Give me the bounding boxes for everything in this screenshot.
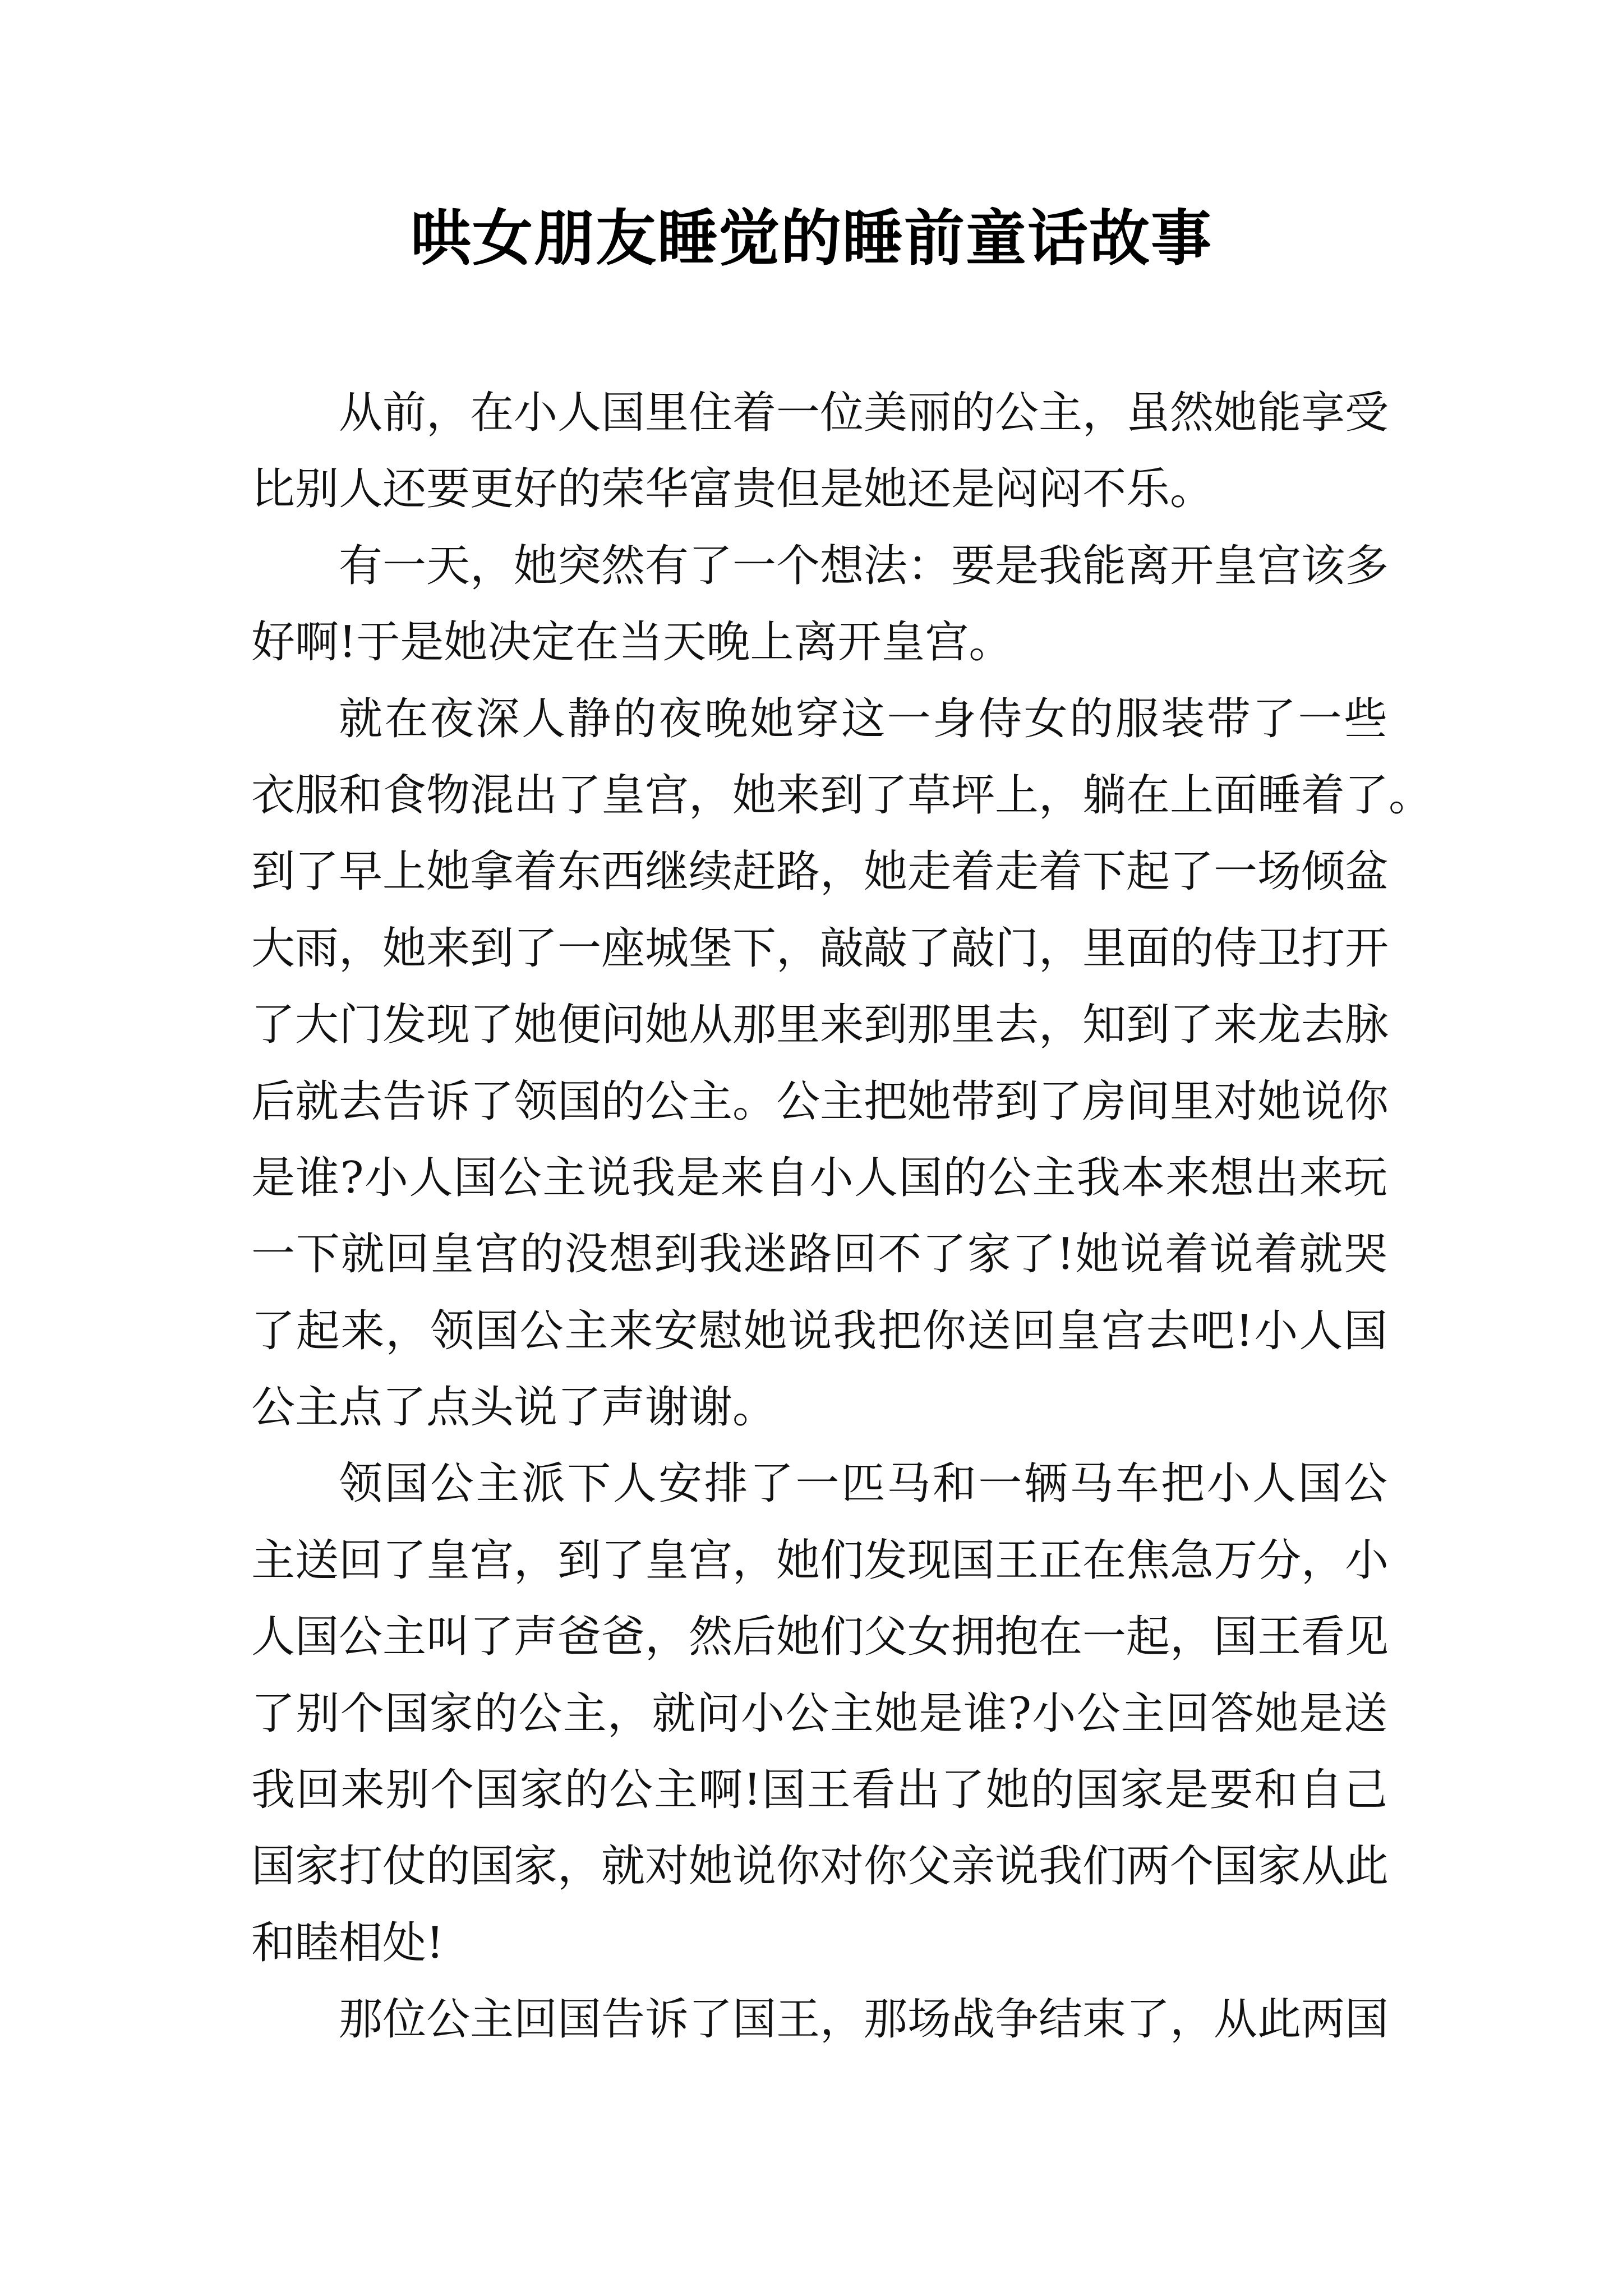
paragraph [251,1446,1387,1981]
text-line: 一下就回皇宫的没想到我迷路回不了家了!她说着说着就哭 [251,1229,1387,1280]
text-line: 我回来别个国家的公主啊!国王看出了她的国家是要和自己 [251,1765,1387,1816]
text-line: 从前，在小人国里住着一位美丽的公主，虽然她能享受 [339,388,1389,438]
text-line: 了大门发现了她便问她从那里来到那里去，知到了来龙去脉 [251,1000,1389,1051]
text-line: 有一天，她突然有了一个想法：要是我能离开皇宫该多 [339,540,1389,591]
text-line: 就在夜深人静的夜晚她穿这一身侍女的服装带了一些 [339,693,1387,744]
text-line: 领国公主派下人安排了一匹马和一辆马车把小人国公 [339,1458,1387,1510]
text-line: 人国公主叫了声爸爸，然后她们父女拥抱在一起，国王看见 [251,1612,1389,1663]
paragraph [251,528,1387,681]
text-line: 主送回了皇宫，到了皇宫，她们发现国王正在焦急万分，小 [251,1535,1389,1586]
text-line: 是谁?小人国公主说我是来自小人国的公主我本来想出来玩 [251,1152,1387,1203]
text-line: 后就去告诉了领国的公主。公主把她带到了房间里对她说你 [251,1076,1389,1127]
paragraph [251,681,1433,1446]
text-line: 好啊!于是她决定在当天晚上离开皇宫。 [251,617,1013,668]
text-line: 国家打仗的国家，就对她说你对你父亲说我们两个国家从此 [251,1841,1389,1892]
text-line: 比别人还要更好的荣华富贵但是她还是闷闷不乐。 [251,464,1214,515]
text-line: 大雨，她来到了一座城堡下，敲敲了敲门，里面的侍卫打开 [251,923,1389,974]
text-line: 了别个国家的公主，就问小公主她是谁?小公主回答她是送 [251,1688,1387,1739]
text-line: 到了早上她拿着东西继续赶路，她走着走着下起了一场倾盆 [251,846,1389,898]
text-line: 公主点了点头说了声谢谢。 [251,1382,777,1433]
text-line: 和睦相处! [251,1917,444,1968]
document-body [251,375,1433,2058]
paragraph [251,375,1387,528]
paragraph [251,1981,1387,2058]
text-line: 衣服和食物混出了皇宫，她来到了草坪上，躺在上面睡着了。 [251,770,1433,821]
document-title: 哄女朋友睡觉的睡前童话故事 [410,203,1212,274]
text-line: 了起来，领国公主来安慰她说我把你送回皇宫去吧!小人国 [251,1305,1387,1356]
text-line: 那位公主回国告诉了国王，那场战争结束了，从此两国 [339,1994,1389,2045]
